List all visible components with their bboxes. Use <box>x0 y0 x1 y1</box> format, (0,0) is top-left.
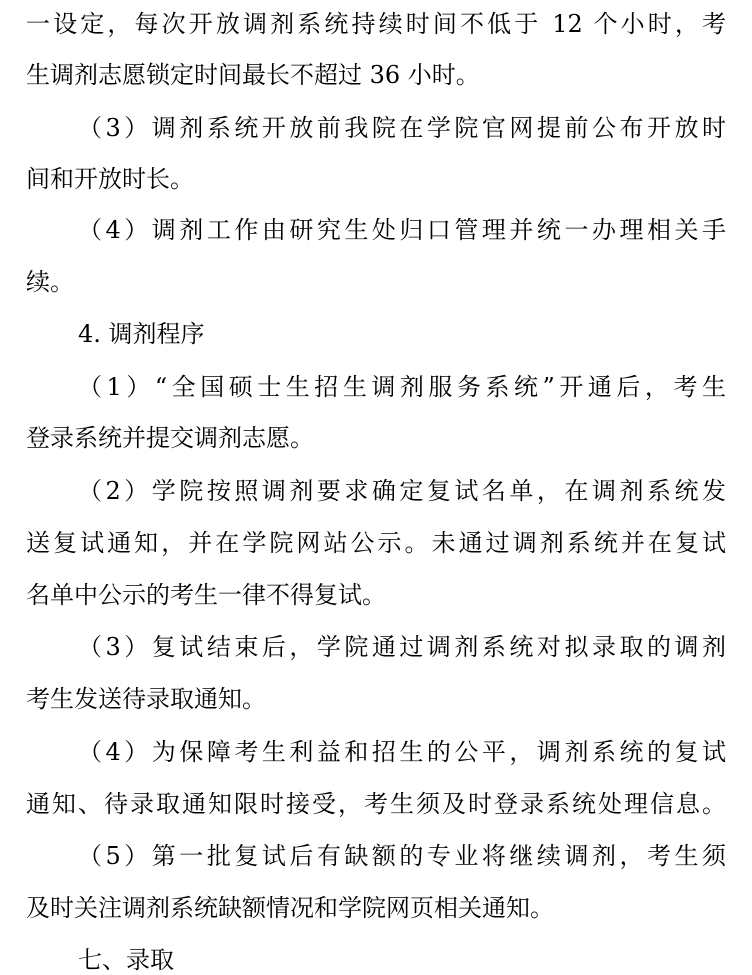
text-line: 登录系统并提交调剂志愿。 <box>26 424 314 452</box>
text-line: 名单中公示的考生一律不得复试。 <box>26 581 386 609</box>
text-line: （3）调剂系统开放前我院在学院官网提前公布开放时 <box>78 114 726 142</box>
text-line: 及时关注调剂系统缺额情况和学院网页相关通知。 <box>26 894 554 922</box>
text-line: （5）第一批复试后有缺额的专业将继续调剂，考生须 <box>78 842 726 870</box>
text-line: 送复试通知，并在学院网站公示。未通过调剂系统并在复试 <box>26 529 726 557</box>
text-line: （3）复试结束后，学院通过调剂系统对拟录取的调剂 <box>78 633 726 661</box>
text-line: 考生发送待录取通知。 <box>26 685 266 713</box>
text-line: 一设定，每次开放调剂系统持续时间不低于 12 个小时，考 <box>26 10 726 38</box>
text-line: 续。 <box>26 268 74 296</box>
text-line: （4）调剂工作由研究生处归口管理并统一办理相关手 <box>78 216 726 244</box>
text-line: （1）“全国硕士生招生调剂服务系统”开通后，考生 <box>78 373 726 401</box>
text-line: 间和开放时长。 <box>26 165 194 193</box>
text-line: （4）为保障考生利益和招生的公平，调剂系统的复试 <box>78 738 726 766</box>
text-line: 通知、待录取通知限时接受，考生须及时登录系统处理信息。 <box>26 790 726 818</box>
text-line: （2）学院按照调剂要求确定复试名单，在调剂系统发 <box>78 477 726 505</box>
text-line: 生调剂志愿锁定时间最长不超过 36 小时。 <box>26 61 480 89</box>
section-heading: 4. 调剂程序 <box>78 320 205 348</box>
section-heading: 七、录取 <box>78 946 174 974</box>
